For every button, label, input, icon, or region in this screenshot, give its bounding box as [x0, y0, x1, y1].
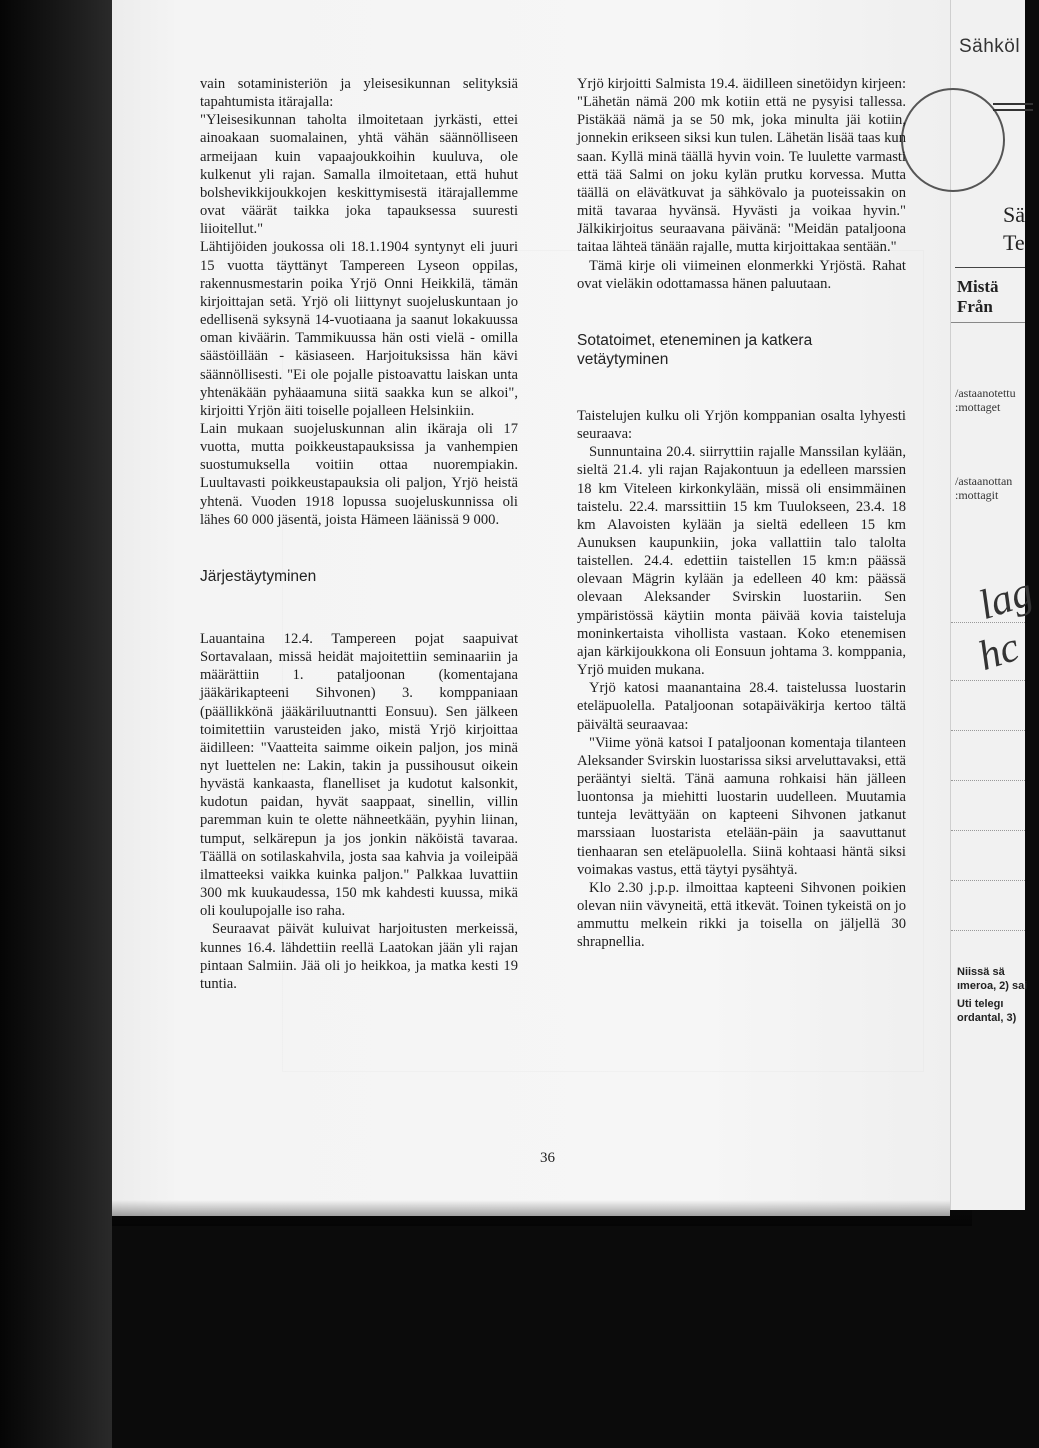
double-line	[993, 103, 1033, 111]
spacer	[577, 369, 906, 407]
divider	[955, 267, 1025, 268]
section-heading: Sotatoimet, eteneminen ja katkera vetäytyminen	[577, 331, 813, 368]
footer-line-1: Niissä sä	[957, 966, 1005, 978]
quote-paragraph: "Viime yönä katsoi I pataljoonan komentaja tilanteen Aleksander Svirskin luostarissa siksi arveluttavaksi, että perääntyi sieltä. Tänä aamuna rohkaisi hän jälleen luontonsa ja miehitti luostarin uudelleen. Muutamia tunteja levättyään on kapteeni Sihvonen jatkanut marssiaan luostarista etelään-päin ja saavuttanut tienhaaran sen eteläpuolella. Siinä kohtaasi häntä siksi voimakas vastus, että täytyi pysähtyä.	[577, 734, 906, 878]
spacer	[200, 529, 518, 567]
dotted-line	[951, 730, 1025, 731]
received-label: /astaanotettu	[955, 386, 1016, 400]
dotted-line	[951, 680, 1025, 681]
footer-line-2: ımeroa, 2) sai	[957, 980, 1028, 992]
received-label-2: /astaanottan	[955, 474, 1013, 488]
footer-line-4: ordantal, 3)	[957, 1012, 1017, 1024]
paragraph: Seuraavat päivät kuluivat harjoitusten merkeissä, kunnes 16.4. lähdettiin reellä Laatokan jään yli rajan pintaan Salmiin. Jää oli jo heikkoa, ja matka kesti 19 tuntia.	[200, 921, 518, 992]
paragraph: Klo 2.30 j.p.p. ilmoittaa kapteeni Sihvonen poikien olevan niin vävyneitä, että itkevät. Toinen tykeistä on jo ammuttu melkein rikki ja toisella on jäljellä 30 shrapnellia.	[577, 879, 906, 951]
quote-paragraph: "Yleisesikunnan taholta ilmoitetaan jyrkästi, ettei ainoakaan suomalainen, yhtä vähän säännölliseen armeijaan kuin vapaajoukkoihin kuuluva, ole kulkenut yli rajan. Samalla ilmoitetaan, että huhut bolshevikkijoukkojen keskittymisestä itärajallemme ovat väärät taikka joka tapauksessa suuresti liioitellut."	[200, 112, 518, 238]
telegram-big-letter-s: Sä	[1003, 202, 1025, 227]
received-label-sv: :mottaget	[955, 400, 1001, 414]
spacer	[577, 293, 906, 331]
section-heading: Järjestäytyminen	[200, 567, 317, 585]
dotted-line	[951, 830, 1025, 831]
dotted-line	[951, 622, 1025, 623]
paragraph: Lähtijöiden joukossa oli 18.1.1904 syntynyt eli juuri 15 vuotta täyttänyt Tampereen Lyseon oppilas, rakennusmestarin poika Yrjö Onni Heikkilä, tämän kirjoittajan setä. Yrjö oli liittynyt suojeluskuntaan jo edellisenä syksynä 14-vuotiaana ja saanut lokakuussa oman kiväärin. Tammikuussa hän osti vielä - omilla säästöillään - käsiaseen. Harjoituksissa hän kävi säännöllisesti. "Ei ole pojalle pistoavattu laiskan unta yhtenäkään pyhäaamuna siitä saakka kun se alkoi", kirjoitti Yrjön äiti toiselle pojalleen Helsinkiin.	[200, 239, 518, 419]
paragraph: Tämä kirje oli viimeinen elonmerkki Yrjöstä. Rahat ovat vieläkin odottamassa hänen paluutaan.	[577, 257, 906, 292]
paragraph: Lain mukaan suojeluskunnan alin ikäraja oli 17 vuotta, mutta poikkeustapauksissa ja vanhempien suostumuksella voitiin ottaa nuorempiakin. Luultavasti poikkeustapauksia oli paljon, Yrjö heistä yhtenä. Vuoden 1918 lopussa suojeluskunnissa oli lähes 60 000 jäsentä, joista Hämeen läänissä 9 000.	[200, 420, 518, 528]
paragraph: vain sotaministeriön ja yleisesikunnan selityksiä tapahtumista itärajalla:	[200, 76, 518, 111]
adjacent-telegram-document	[950, 0, 1039, 1210]
received-label-2-sv: :mottagit	[955, 488, 999, 502]
telegram-from-label: Mistä Från	[957, 277, 999, 316]
scanner-edge-left	[0, 0, 112, 1448]
dotted-line	[951, 930, 1025, 931]
left-text-column	[200, 75, 518, 993]
paragraph: Yrjö katosi maanantaina 28.4. taistelussa luostarin eteläpuolella. Pataljoonan sotapäiväkirja kertoo tältä päivältä seuraavaa:	[577, 680, 906, 733]
paragraph: Yrjö kirjoitti Salmista 19.4. äidilleen sinetöidyn kirjeen: "Lähetän nämä 200 mk kotiin että ne pysyisi tallessa. Pistäkää nämä ja se 50 mk, joka minulta jäi kotiin, jonnekin erikseen siksi kun tulen. Lähetän lisää taas kun saan. Kyllä minä täällä hyvin voin. Te luulette varmasti että tää Salmi on joku kylän prutku korvessa. Mutta täällä on elävätkuvat ja sähkövalo ja puoteissakin on mitä tavaraa hyvänsä. Hyvästi ja voikaa hyvin." Jälkikirjoitus seuraavana päivänä: "Meidän pataljoona taitaa lähteä tänään rajalle, mutta kirjoittakaa sentään."	[577, 76, 906, 256]
stamp-circle	[901, 88, 1005, 192]
handwriting-2: hc	[972, 623, 1025, 681]
dotted-line	[951, 880, 1025, 881]
page-number: 36	[540, 1150, 555, 1166]
telegram-header: Sähköl	[959, 36, 1021, 57]
paragraph: Lauantaina 12.4. Tampereen pojat saapuivat Sortavalaan, missä heidät majoitettiin seminaariin ja määrättiin 1. pataljoonan (komentajana jääkärikapteeni Sihvonen) 3. komppaniaan (päällikkönä jääkäriluutnantti Eonsuu). Sen jälkeen toimitettiin varusteiden jako, mistä Yrjö kirjoittaa äidilleen: "Vaatteita saimme oikein paljon, jos minä nyt luettelen ne: Lakin, takin ja pussihousut oikein hyvästä kankaasta, flanelliset ja kudotut kalsonkit, kudotun paidan, hyvät saappaat, sinellin, villin paremman kuin te olette nähneetkään, pyyhin liinan, tumput, selkärepun ja jos jonkin näköistä tavaraa. Täällä on sotilaskahvila, josta saa kahvia ja voileipää ilmatteeksi vaikka kuinka paljon." Palkkaa luvattiin 300 mk kuukaudessa, 150 mk kahdesti kuussa, mikä oli koulupojalle iso raha.	[200, 630, 518, 920]
footer-line-3: Uti telegı	[957, 998, 1004, 1010]
spacer	[200, 586, 518, 630]
telegram-big-letter-t: Te	[1003, 230, 1025, 255]
page-bottom-shadow	[112, 1200, 972, 1226]
dotted-line	[951, 780, 1025, 781]
paragraph: Sunnuntaina 20.4. siirryttiin rajalle Manssilan kylään, sieltä 21.4. yli rajan Rajakontuun ja edelleen marssien 18 km Viteleen kirkonkylään, missä oli ensimmäinen taistelu. 22.4. marssittiin 15 km Tuulokseen, 23.4. 18 km Alavoisten kylään ja sieltä edelleen 15 km Aunuksen kaupunkiin, joka vallattiin talo talolta taistellen. 24.4. edettiin taistellen 15 km:n päässä olevaan Mägrin kylään ja edelleen 40 km: päässä olevaan Aleksander Svirskin luostariin. Sen ympäristössä käytiin monta päivää kovia taisteluja moninkertaista vihollista vastaan. Koko etenemisen ajan kärkijoukkona oli Eonsuun johtama 3. komppania, Yrjö muiden mukana.	[577, 444, 906, 679]
divider	[951, 322, 1025, 323]
handwriting-1: lag	[973, 568, 1039, 630]
right-text-column	[577, 75, 906, 952]
paragraph: Taistelujen kulku oli Yrjön komppanian osalta lyhyesti seuraava:	[577, 407, 906, 443]
